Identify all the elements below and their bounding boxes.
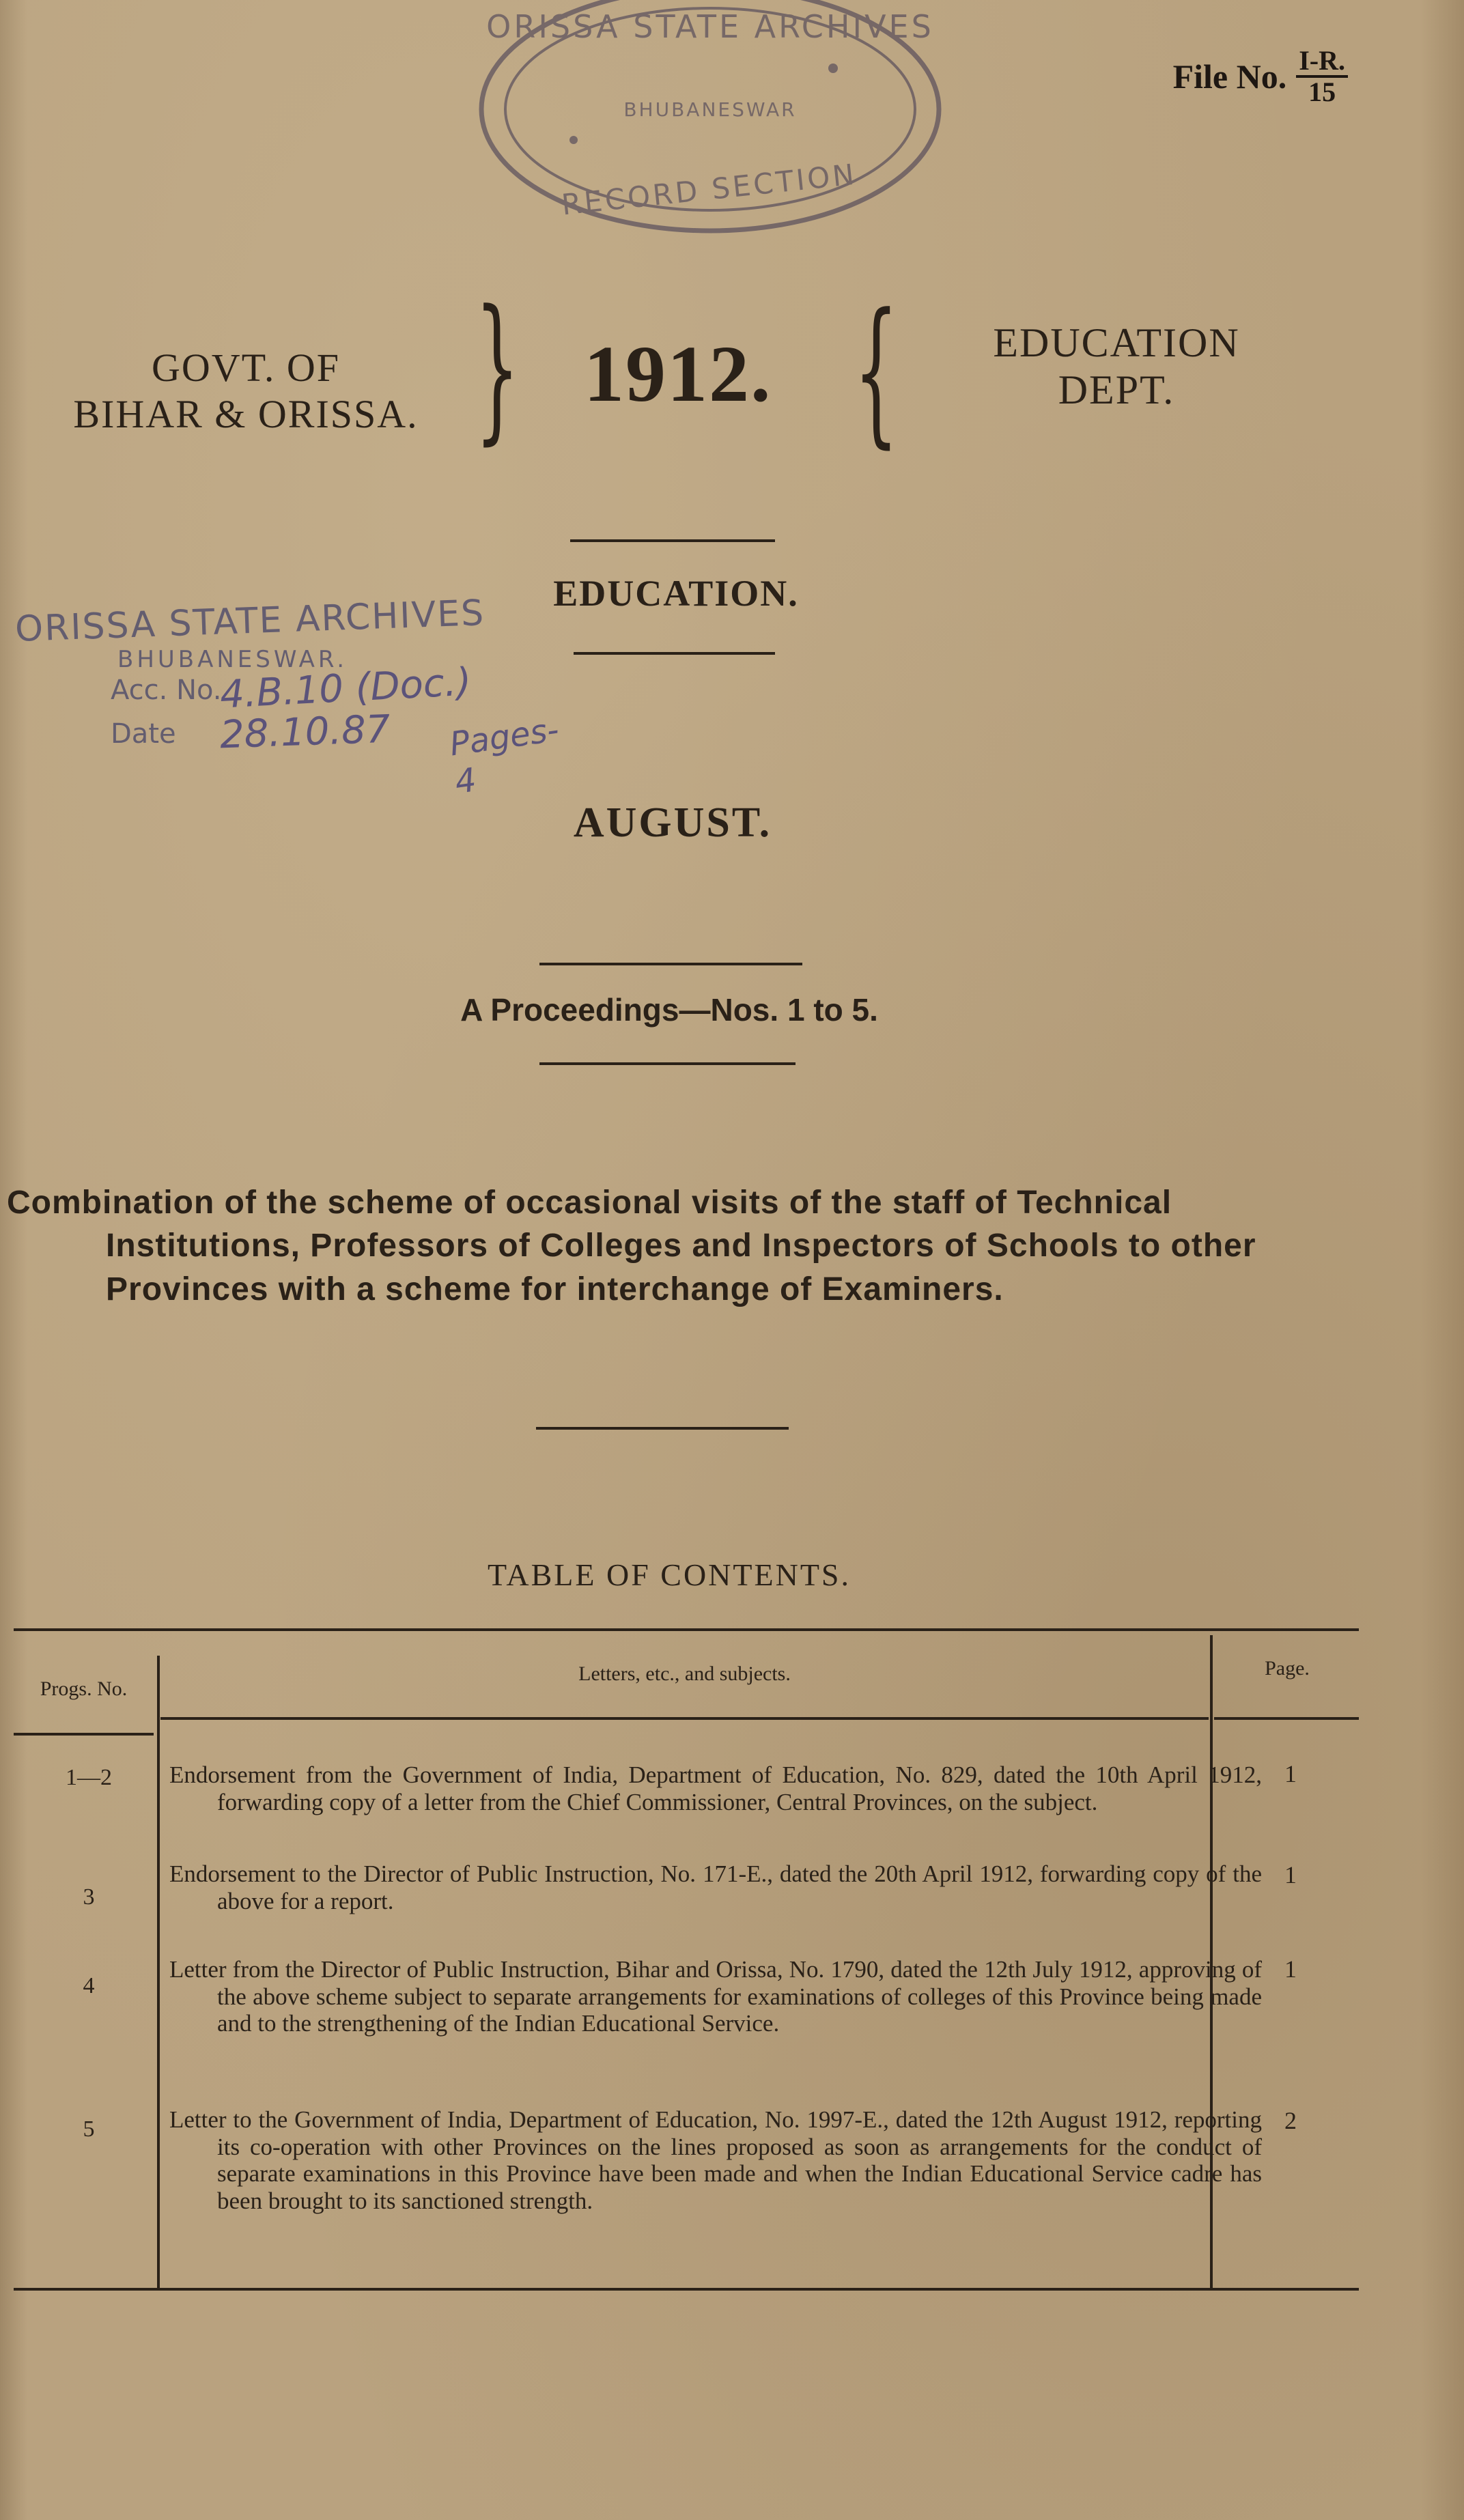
month-heading: AUGUST. (573, 799, 772, 846)
archive-pages-note: Pages-4 (447, 710, 561, 802)
row-page: 1 (1284, 1861, 1297, 1888)
header-progs-no: Progs. No. (40, 1677, 128, 1700)
subject-line-3: Provinces with a scheme for interchange of Examiners. (106, 1271, 1004, 1307)
row-text: Letter to the Government of India, Department of Education, No. 1997-E., dated the 12th August 1912, reporting its co-operation with other Provinces on the lines proposed as soon as arrangements for the conduct of separate examinations in this Province have been made and when the Indian Educational Service cadre has been brought to its sanctioned strength. (169, 2106, 1262, 2214)
row-page: 2 (1284, 2107, 1297, 2134)
divider (539, 1062, 796, 1065)
row-page: 1 (1284, 1760, 1297, 1787)
row-text: Endorsement from the Government of India, Department of Education, No. 829, dated the 10th April 1912, forwarding copy of a letter from the Chief Commissioner, Central Provinces, on the subject. (169, 1761, 1262, 1815)
table-header-rule (14, 1733, 154, 1736)
archive-date-value: 28.10.87 (219, 707, 391, 758)
row-text: Endorsement to the Director of Public Instruction, No. 171-E., dated the 20th April 1912, forwarding copy of the above for a report. (169, 1860, 1262, 1914)
table-header-rule (160, 1717, 1209, 1720)
row-progs-no: 3 (83, 1884, 95, 1910)
subject-paragraph (7, 1181, 1359, 1311)
table-bottom-border (14, 2288, 1359, 2291)
file-number (1173, 46, 1348, 107)
stamp-middle-text: BHUBANESWAR (623, 98, 797, 121)
header-letters: Letters, etc., and subjects. (578, 1662, 791, 1685)
file-number-numerator: I-R. (1296, 46, 1348, 78)
department-line-2: DEPT. (1058, 367, 1175, 412)
row-progs-no: 4 (83, 1973, 95, 1998)
row-text: Letter from the Director of Public Instruction, Bihar and Orissa, No. 1790, dated the 12th July 1912, approving of the above scheme subject to separate arrangements for examinations of colleges of this Province being made and to the strengthening of the Indian Educational Service. (169, 1956, 1262, 2037)
proceedings-line: A Proceedings—Nos. 1 to 5. (460, 992, 878, 1028)
table-header-rule (1214, 1717, 1359, 1720)
divider (539, 963, 802, 965)
divider (536, 1427, 789, 1430)
toc-title: TABLE OF CONTENTS. (487, 1557, 851, 1592)
government-line-1: GOVT. OF (152, 345, 340, 390)
government-line-2: BIHAR & ORISSA. (73, 392, 419, 437)
divider (570, 539, 775, 542)
header-page: Page. (1265, 1657, 1310, 1680)
government-heading (27, 345, 464, 438)
divider (574, 652, 775, 655)
stamp-top-text: ORISSA STATE ARCHIVES (486, 8, 934, 45)
stamp-bottom-text: RECORD SECTION (560, 157, 858, 222)
right-brace-glyph: } (475, 277, 520, 459)
file-number-fraction (1296, 46, 1348, 107)
archive-stamp-city: BHUBANESWAR. (117, 646, 348, 673)
record-section-stamp (471, 0, 949, 266)
archive-stamp-title: ORISSA STATE ARCHIVES (14, 593, 486, 650)
table-column-divider (157, 1656, 160, 2288)
archive-date-label: Date (111, 718, 176, 750)
subject-line-2: Institutions, Professors of Colleges and Inspectors of Schools to other (106, 1228, 1256, 1264)
section-title: EDUCATION. (553, 573, 799, 614)
file-number-label: File No. (1172, 57, 1287, 96)
left-brace-glyph: { (854, 281, 899, 463)
archive-acc-value: 4.B.10 (Doc.) (219, 660, 473, 718)
table-top-border (14, 1628, 1359, 1631)
contents-table (14, 1628, 1359, 2304)
archive-accession-stamp (14, 593, 575, 806)
department-heading (946, 320, 1287, 414)
subject-line-1: Combination of the scheme of occasional visits of the staff of Technical (7, 1185, 1172, 1221)
archive-acc-label: Acc. No. (111, 675, 222, 706)
row-progs-no: 5 (83, 2116, 95, 2142)
row-page: 1 (1284, 1955, 1297, 1983)
department-line-1: EDUCATION (993, 320, 1240, 365)
year-heading: 1912. (584, 329, 772, 419)
file-number-denominator: 15 (1308, 76, 1336, 107)
row-progs-no: 1—2 (66, 1765, 112, 1790)
